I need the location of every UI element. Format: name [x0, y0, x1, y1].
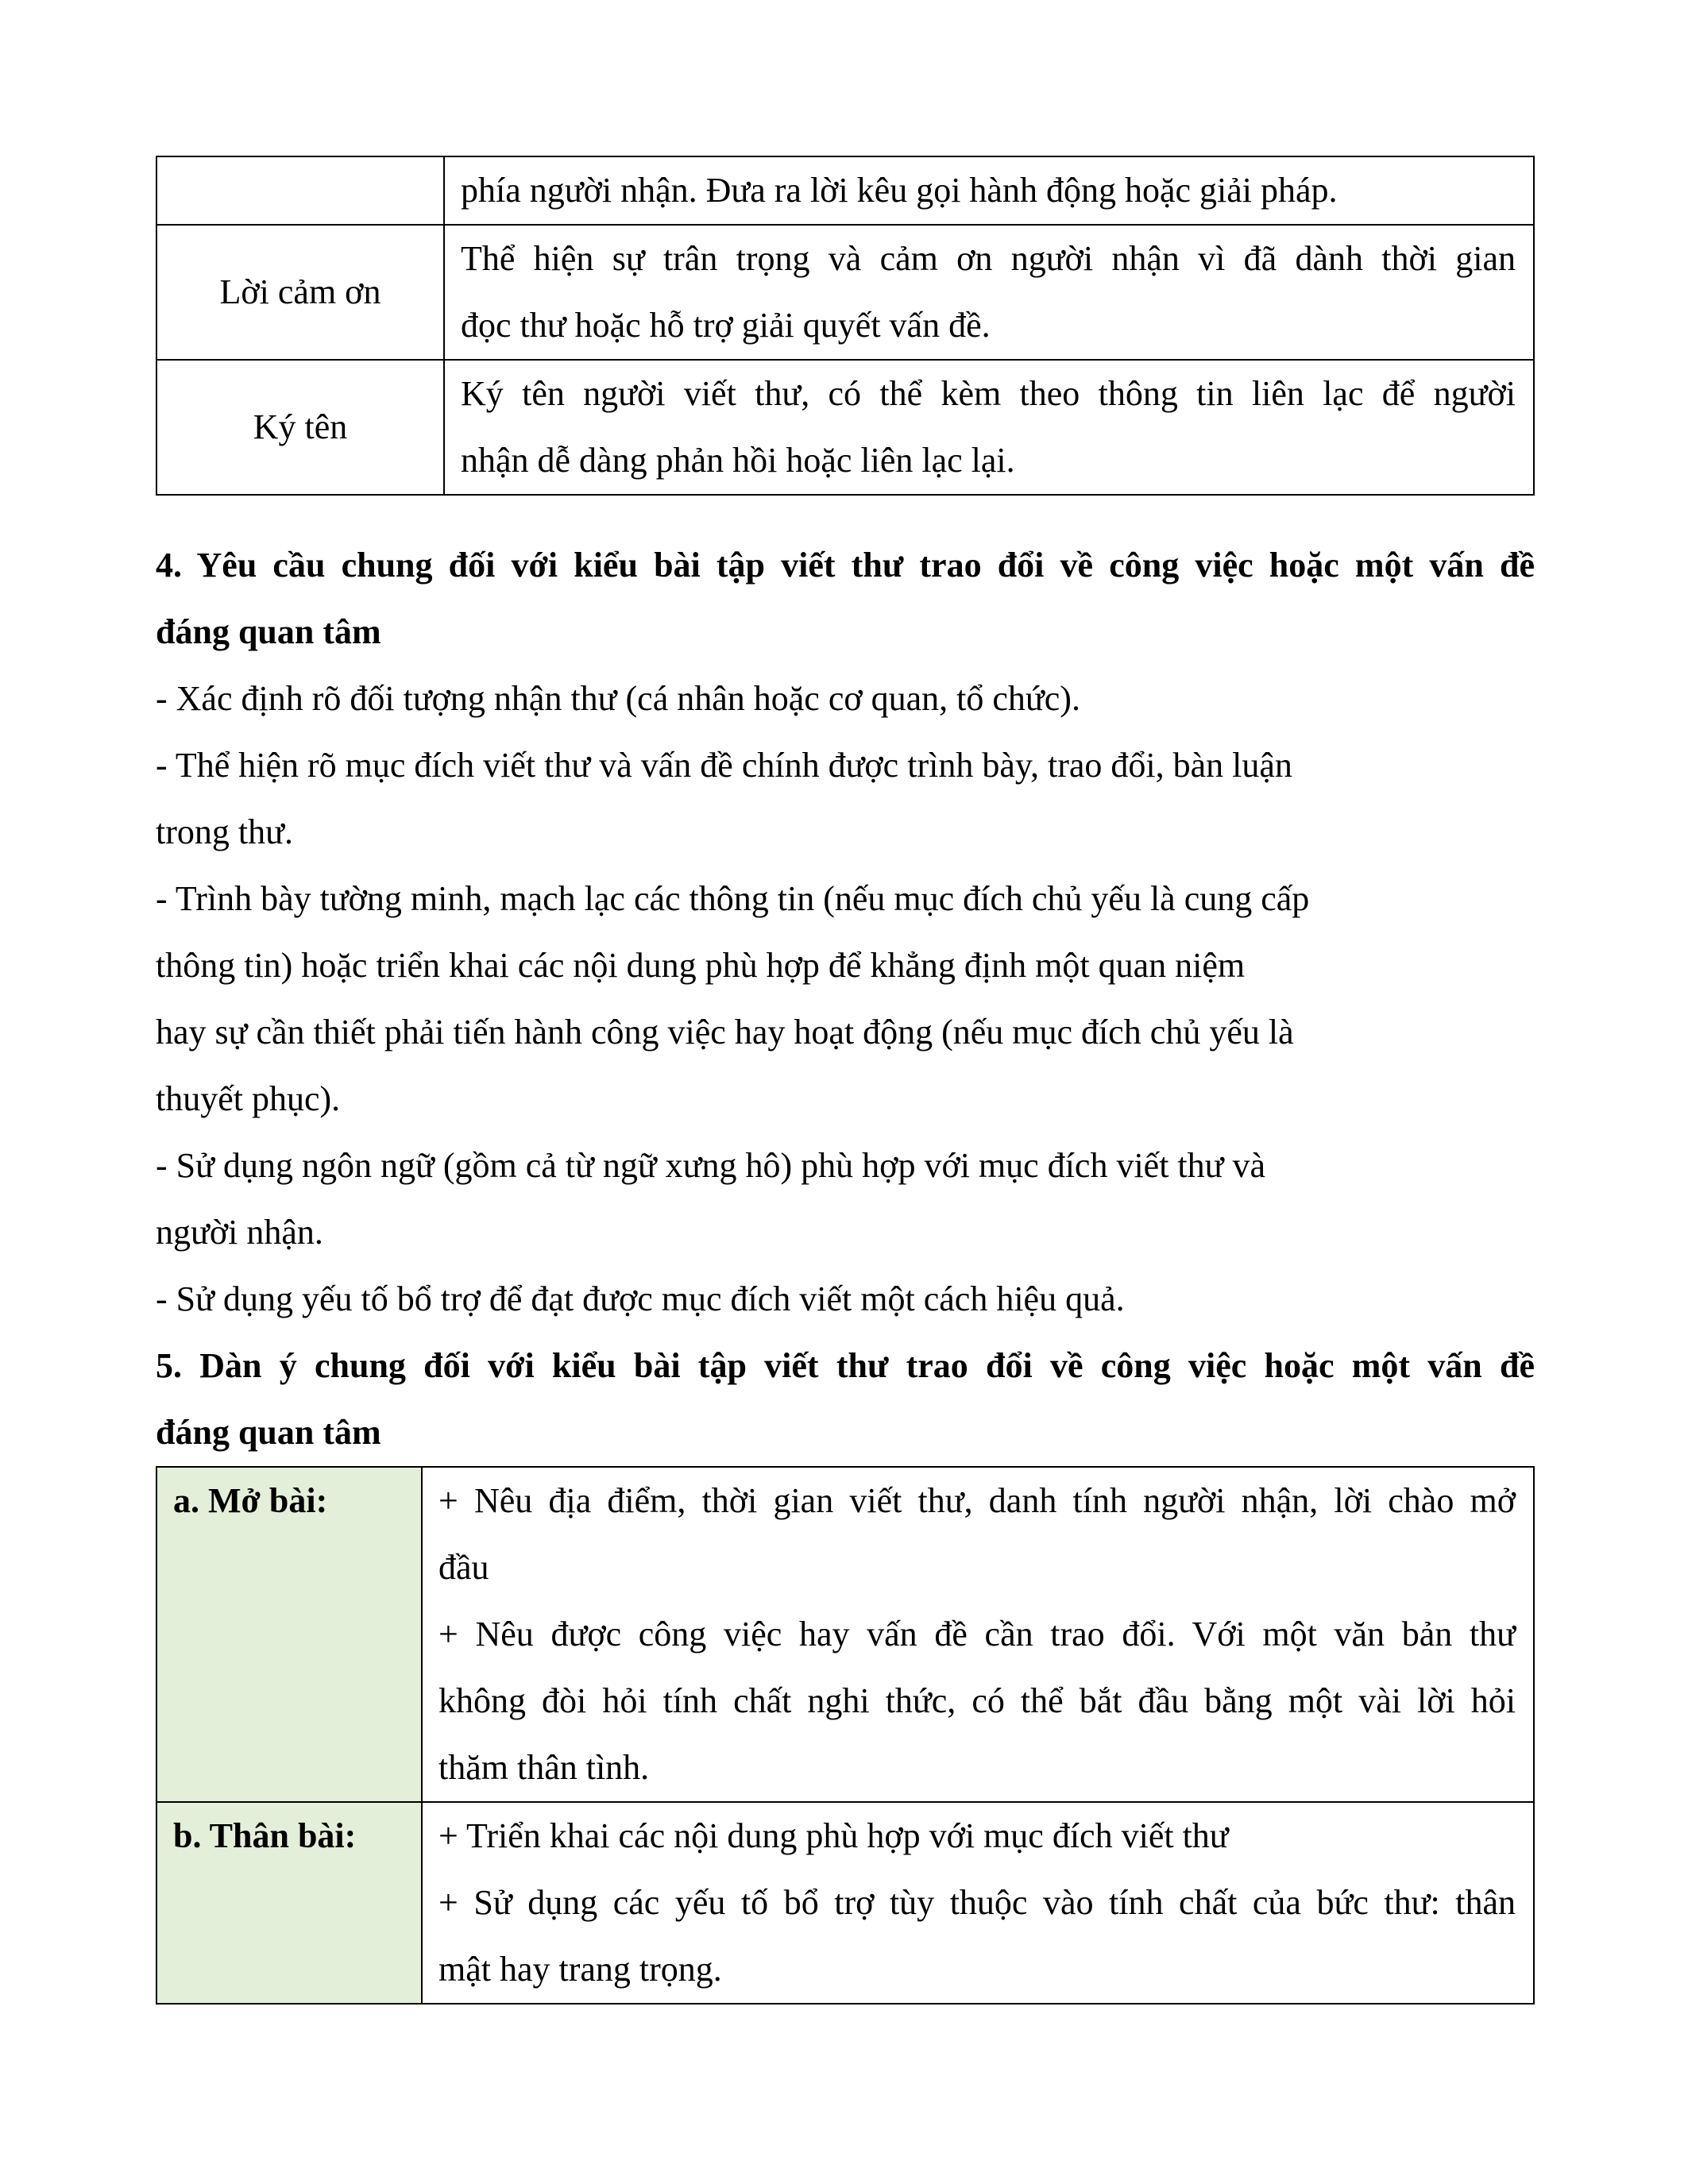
text-line: + Nêu được công việc hay vấn đề cần trao đổi. Với một văn bản thư	[438, 1615, 1516, 1653]
text-line: + Triển khai các nội dung phù hợp với mục đích viết thư	[438, 1816, 1229, 1855]
table-row-label: b. Thân bài:	[156, 1802, 422, 2004]
table-row-label: a. Mở bài:	[156, 1467, 422, 1802]
text-line: Ký tên người viết thư, có thể kèm theo thông tin liên lạc để người	[461, 374, 1516, 413]
text-line: đọc thư hoặc hỗ trợ giải quyết vấn đề.	[461, 306, 991, 345]
heading-line: 5. Dàn ý chung đối với kiểu bài tập viết thư trao đổi về công việc hoặc một vấn đề	[156, 1346, 1535, 1385]
table-row	[156, 1802, 1534, 2004]
table-row-content	[422, 1802, 1534, 2004]
letter-structure-table	[156, 156, 1535, 496]
table-row	[156, 360, 1534, 495]
table-row-content	[422, 1467, 1534, 1802]
heading-line: đáng quan tâm	[156, 612, 381, 651]
text-line: Thể hiện sự trân trọng và cảm ơn người nhận vì đã dành thời gian	[461, 239, 1516, 278]
text-line: - Xác định rõ đối tượng nhận thư (cá nhân hoặc cơ quan, tổ chức).	[156, 679, 1080, 718]
table-row-label: Lời cảm ơn	[156, 225, 444, 360]
text-line: - Thể hiện rõ mục đích viết thư và vấn đề chính được trình bày, trao đổi, bàn luận	[156, 746, 1292, 785]
table-row-label: Ký tên	[156, 360, 444, 495]
text-line: thông tin) hoặc triển khai các nội dung phù hợp để khẳng định một quan niệm	[156, 946, 1246, 985]
heading-line: 4. Yêu cầu chung đối với kiểu bài tập viết thư trao đổi về công việc hoặc một vấn đề	[156, 546, 1535, 585]
text-line: + Nêu địa điểm, thời gian viết thư, danh tính người nhận, lời chào mở	[438, 1481, 1516, 1520]
heading-line: đáng quan tâm	[156, 1413, 381, 1452]
text-line: thuyết phục).	[156, 1079, 341, 1118]
table-row-content	[444, 225, 1534, 360]
outline-table	[156, 1466, 1535, 2005]
text-line: - Sử dụng ngôn ngữ (gồm cả từ ngữ xưng hô) phù hợp với mục đích viết thư và	[156, 1146, 1266, 1185]
text-line: - Sử dụng yếu tố bổ trợ để đạt được mục đích viết một cách hiệu quả.	[156, 1279, 1125, 1318]
table-row	[156, 225, 1534, 360]
section-heading	[156, 1333, 1535, 1466]
text-line: nhận dễ dàng phản hồi hoặc liên lạc lại.	[461, 441, 1015, 480]
document-page	[156, 156, 1535, 2005]
section-heading	[156, 532, 1535, 666]
text-line: + Sử dụng các yếu tố bổ trợ tùy thuộc vào tính chất của bức thư: thân	[438, 1883, 1516, 1922]
text-line: - Trình bày tường minh, mạch lạc các thông tin (nếu mục đích chủ yếu là cung cấp	[156, 879, 1310, 918]
table-row	[156, 1467, 1534, 1802]
text-line: thăm thân tình.	[438, 1748, 650, 1787]
section-4	[156, 532, 1535, 1333]
table-row	[156, 156, 1534, 225]
text-line: đầu	[438, 1548, 489, 1587]
text-line: mật hay trang trọng.	[438, 1950, 722, 1989]
text-line: trong thư.	[156, 812, 293, 851]
section-5	[156, 1333, 1535, 1466]
text-line: hay sự cần thiết phải tiến hành công việc hay hoạt động (nếu mục đích chủ yếu là	[156, 1013, 1294, 1051]
table-row-label	[156, 156, 444, 225]
section-body	[156, 666, 1535, 1333]
text-line: không đòi hỏi tính chất nghi thức, có thể bắt đầu bằng một vài lời hỏi	[438, 1681, 1516, 1720]
text-line: phía người nhận. Đưa ra lời kêu gọi hành động hoặc giải pháp.	[461, 171, 1338, 210]
table-row-content	[444, 360, 1534, 495]
text-line: người nhận.	[156, 1213, 323, 1252]
table-row-content	[444, 156, 1534, 225]
